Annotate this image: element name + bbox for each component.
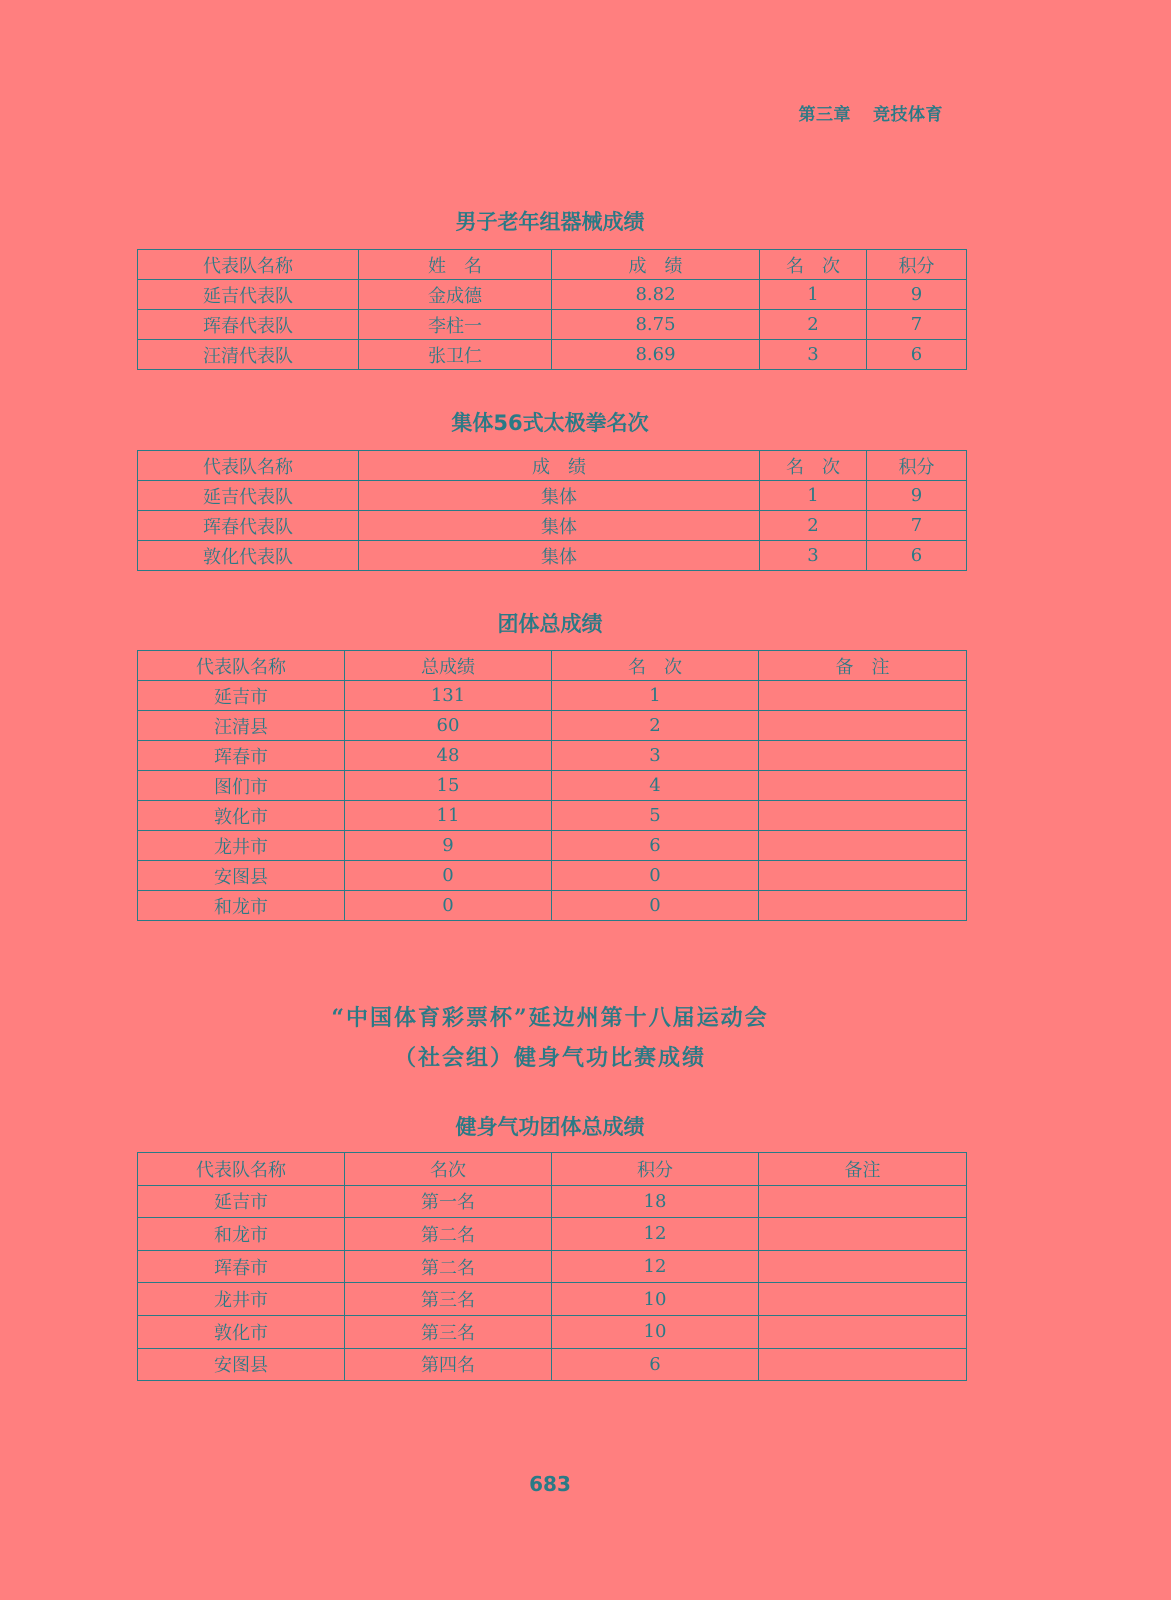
column-header: 名 次	[552, 651, 759, 681]
table-cell: 第三名	[345, 1315, 552, 1348]
table-cell: 珲春市	[138, 1250, 345, 1283]
table-cell: 18	[552, 1185, 759, 1218]
table1-body	[138, 250, 967, 370]
section-title-line2: （社会组）健身气功比赛成绩	[393, 1045, 706, 1071]
table-cell: 汪清代表队	[138, 340, 359, 370]
column-header: 成 绩	[359, 451, 760, 481]
column-header: 代表队名称	[138, 250, 359, 280]
table-cell: 珲春代表队	[138, 511, 359, 541]
table-cell: 3	[760, 340, 867, 370]
table-cell: 48	[345, 741, 552, 771]
table-cell: 2	[760, 310, 867, 340]
table-row	[138, 481, 967, 511]
table-cell: 珲春市	[138, 741, 345, 771]
table-cell: 龙井市	[138, 1283, 345, 1316]
table-cell: 131	[345, 681, 552, 711]
table-row	[138, 711, 967, 741]
table3-title: 团体总成绩	[497, 612, 603, 636]
table3	[137, 650, 967, 921]
table-cell: 第一名	[345, 1185, 552, 1218]
table-row	[138, 891, 967, 921]
table-row	[138, 771, 967, 801]
table-cell: 6	[867, 541, 967, 571]
table-cell: 4	[552, 771, 759, 801]
chapter-label: 第三章	[798, 105, 851, 125]
table-header-row	[138, 250, 967, 280]
table-cell: 1	[552, 681, 759, 711]
column-header: 名 次	[760, 250, 867, 280]
table2-body	[138, 451, 967, 571]
column-header: 姓 名	[359, 250, 552, 280]
table-cell: 第三名	[345, 1283, 552, 1316]
table-cell	[759, 711, 967, 741]
table-row	[138, 681, 967, 711]
table-cell	[759, 801, 967, 831]
table-cell: 第四名	[345, 1348, 552, 1381]
table-cell: 2	[760, 511, 867, 541]
table-cell	[759, 771, 967, 801]
table-cell: 7	[867, 310, 967, 340]
running-header	[799, 100, 944, 125]
table-cell: 张卫仁	[359, 340, 552, 370]
table-cell: 0	[552, 861, 759, 891]
table-cell: 和龙市	[138, 891, 345, 921]
table-cell: 0	[345, 891, 552, 921]
table-row	[138, 1218, 967, 1251]
table-cell	[759, 861, 967, 891]
table-cell: 8.75	[552, 310, 760, 340]
table-row	[138, 280, 967, 310]
table-cell: 龙井市	[138, 831, 345, 861]
table-cell: 安图县	[138, 861, 345, 891]
column-header: 成 绩	[552, 250, 760, 280]
table-cell: 集体	[359, 541, 760, 571]
table-cell: 12	[552, 1250, 759, 1283]
column-header: 备注	[759, 1153, 967, 1186]
table-cell: 2	[552, 711, 759, 741]
table3-body	[138, 651, 967, 921]
column-header: 代表队名称	[138, 451, 359, 481]
table1-title: 男子老年组器械成绩	[455, 210, 645, 234]
column-header: 总成绩	[345, 651, 552, 681]
table-header-row	[138, 651, 967, 681]
table2	[137, 450, 967, 571]
table-cell: 集体	[359, 481, 760, 511]
table-cell	[759, 1348, 967, 1381]
column-header: 积分	[867, 451, 967, 481]
table-cell	[759, 891, 967, 921]
table-cell: 12	[552, 1218, 759, 1251]
table-cell	[759, 1185, 967, 1218]
table-row	[138, 1348, 967, 1381]
table-cell: 李柱一	[359, 310, 552, 340]
table4-title: 健身气功团体总成绩	[455, 1115, 645, 1139]
table-cell: 延吉代表队	[138, 481, 359, 511]
table-cell: 延吉市	[138, 681, 345, 711]
table-row	[138, 861, 967, 891]
table-cell: 1	[760, 280, 867, 310]
table-cell: 1	[760, 481, 867, 511]
table-cell: 第二名	[345, 1218, 552, 1251]
table-cell: 0	[552, 891, 759, 921]
column-header: 名 次	[760, 451, 867, 481]
table-cell: 60	[345, 711, 552, 741]
section-label: 竞技体育	[873, 105, 943, 125]
table-header-row	[138, 451, 967, 481]
table-header-row	[138, 1153, 967, 1186]
table-cell: 敦化市	[138, 801, 345, 831]
table-cell: 9	[345, 831, 552, 861]
table-cell: 安图县	[138, 1348, 345, 1381]
table4	[137, 1152, 967, 1381]
table-cell: 10	[552, 1283, 759, 1316]
table-row	[138, 541, 967, 571]
table-cell: 6	[867, 340, 967, 370]
table-cell: 6	[552, 831, 759, 861]
table-cell: 15	[345, 771, 552, 801]
table-cell: 6	[552, 1348, 759, 1381]
table-cell: 金成德	[359, 280, 552, 310]
table-cell	[759, 831, 967, 861]
table-row	[138, 511, 967, 541]
table-row	[138, 1283, 967, 1316]
table-cell: 珲春代表队	[138, 310, 359, 340]
table1	[137, 249, 967, 370]
table-row	[138, 801, 967, 831]
table-row	[138, 310, 967, 340]
table-cell	[759, 741, 967, 771]
table-cell	[759, 1315, 967, 1348]
table-cell: 和龙市	[138, 1218, 345, 1251]
section-title-line1: “中国体育彩票杯”延边州第十八届运动会	[331, 1005, 769, 1031]
table2-title: 集体56式太极拳名次	[451, 411, 649, 435]
table-cell: 第二名	[345, 1250, 552, 1283]
table-cell: 11	[345, 801, 552, 831]
table-cell	[759, 1218, 967, 1251]
table-row	[138, 1250, 967, 1283]
column-header: 代表队名称	[138, 1153, 345, 1186]
table-cell: 3	[760, 541, 867, 571]
table-cell: 8.82	[552, 280, 760, 310]
column-header: 名次	[345, 1153, 552, 1186]
table-cell	[759, 681, 967, 711]
table-cell: 敦化代表队	[138, 541, 359, 571]
table-row	[138, 831, 967, 861]
table-cell: 集体	[359, 511, 760, 541]
table-cell	[759, 1250, 967, 1283]
table-cell: 5	[552, 801, 759, 831]
table-cell: 敦化市	[138, 1315, 345, 1348]
table-row	[138, 340, 967, 370]
table-cell: 0	[345, 861, 552, 891]
column-header: 备 注	[759, 651, 967, 681]
table-cell: 3	[552, 741, 759, 771]
table-row	[138, 1315, 967, 1348]
page-number: 683	[529, 1472, 571, 1496]
table-row	[138, 741, 967, 771]
table-cell: 8.69	[552, 340, 760, 370]
table4-body	[138, 1153, 967, 1381]
table-cell: 7	[867, 511, 967, 541]
table-cell	[759, 1283, 967, 1316]
table-cell: 汪清县	[138, 711, 345, 741]
table-cell: 10	[552, 1315, 759, 1348]
column-header: 代表队名称	[138, 651, 345, 681]
table-cell: 9	[867, 481, 967, 511]
column-header: 积分	[867, 250, 967, 280]
table-cell: 延吉代表队	[138, 280, 359, 310]
table-cell: 延吉市	[138, 1185, 345, 1218]
column-header: 积分	[552, 1153, 759, 1186]
table-row	[138, 1185, 967, 1218]
table-cell: 9	[867, 280, 967, 310]
table-cell: 图们市	[138, 771, 345, 801]
